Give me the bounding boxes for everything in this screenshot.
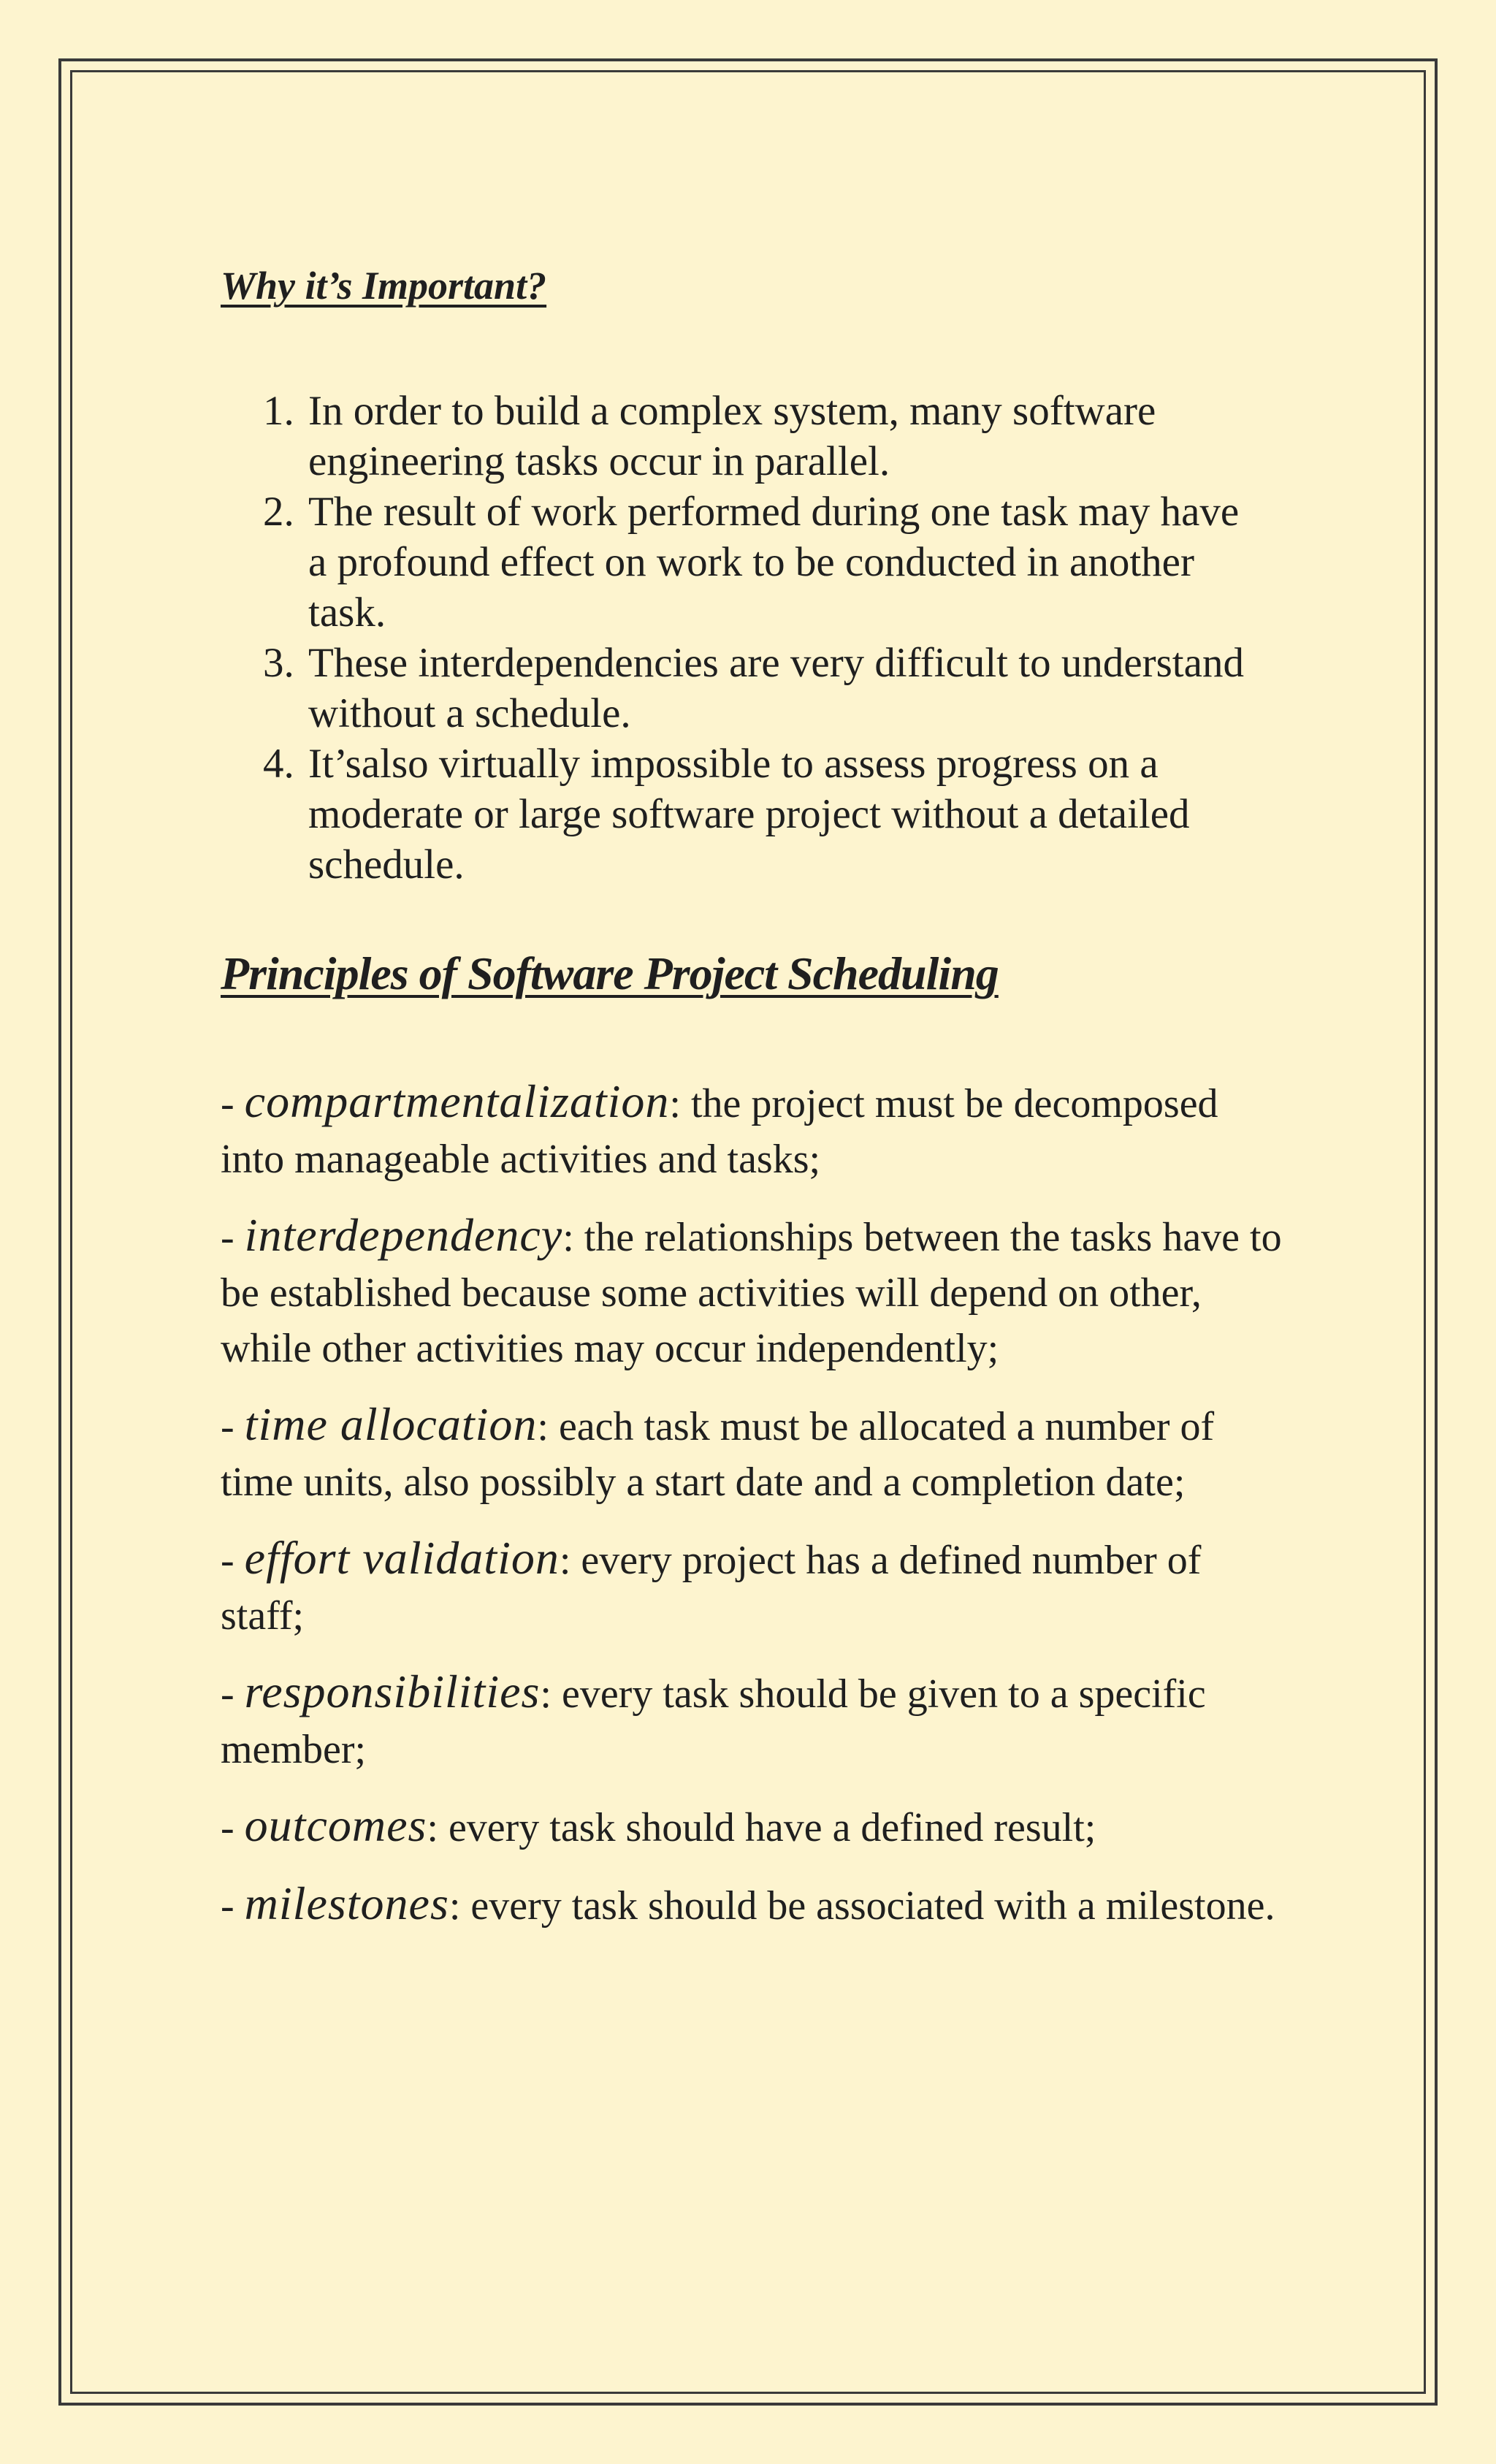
principle-item xyxy=(221,1664,1287,1777)
list-item xyxy=(221,386,1258,487)
list-item-number: 2. xyxy=(263,489,294,535)
list-item-text: It’salso virtually impossible to assess progress on a moderate or large software project without a detailed schedule. xyxy=(308,741,1190,888)
importance-list xyxy=(221,386,1258,890)
principle-separator: : xyxy=(537,1404,559,1449)
list-item-text: The result of work performed during one task may have a profound effect on work to be conducted in another task. xyxy=(308,489,1240,636)
principle-item xyxy=(221,1876,1287,1934)
principle-description: every task should be associated with a milestone. xyxy=(470,1883,1275,1929)
principle-separator: : xyxy=(427,1805,449,1850)
list-item xyxy=(221,487,1258,638)
list-item-number: 1. xyxy=(263,388,294,434)
principle-item xyxy=(221,1397,1287,1510)
principle-term: responsibilities xyxy=(244,1666,541,1717)
principle-separator: : xyxy=(669,1081,691,1126)
list-item xyxy=(221,739,1258,890)
list-item-number: 3. xyxy=(263,640,294,686)
principles-list xyxy=(221,1074,1287,1954)
principle-dash: - xyxy=(221,1538,245,1583)
principles-heading: Principles of Software Project Scheduling xyxy=(221,947,999,999)
principle-term: compartmentalization xyxy=(244,1075,670,1127)
principle-description: the project must be decomposed into manageable activities and tasks; xyxy=(221,1081,1218,1182)
principle-item xyxy=(221,1530,1287,1644)
principle-description: every task should be given to a specific member; xyxy=(221,1671,1206,1772)
principle-term: interdependency xyxy=(244,1209,563,1261)
principle-description: the relationships between the tasks have to be established because some activities will depend on other, while other activities may occur independently; xyxy=(221,1215,1282,1371)
principle-separator: : xyxy=(540,1671,562,1717)
principle-term: time allocation xyxy=(244,1398,538,1450)
list-item-number: 4. xyxy=(263,741,294,787)
principle-dash: - xyxy=(221,1215,245,1260)
principle-separator: : xyxy=(559,1538,581,1583)
principle-term: outcomes xyxy=(244,1799,427,1851)
principle-dash: - xyxy=(221,1671,245,1717)
principle-item xyxy=(221,1798,1287,1855)
list-item xyxy=(221,638,1258,739)
principle-separator: : xyxy=(562,1215,584,1260)
principle-dash: - xyxy=(221,1081,245,1126)
principle-item xyxy=(221,1208,1287,1376)
principle-description: every project has a defined number of staff; xyxy=(221,1538,1202,1639)
principle-dash: - xyxy=(221,1404,245,1449)
principle-item xyxy=(221,1074,1287,1187)
list-item-text: In order to build a complex system, many software engineering tasks occur in parallel. xyxy=(308,388,1156,484)
principle-dash: - xyxy=(221,1805,245,1850)
list-item-text: These interdependencies are very difficult to understand without a schedule. xyxy=(308,640,1244,736)
principle-term: effort validation xyxy=(244,1532,560,1584)
principle-dash: - xyxy=(221,1883,245,1929)
principle-term: milestones xyxy=(244,1877,449,1929)
principle-separator: : xyxy=(449,1883,471,1929)
why-important-heading: Why it’s Important? xyxy=(221,264,547,308)
principle-description: every task should have a defined result; xyxy=(448,1805,1096,1850)
principle-description: each task must be allocated a number of time units, also possibly a start date and a completion date; xyxy=(221,1404,1215,1505)
